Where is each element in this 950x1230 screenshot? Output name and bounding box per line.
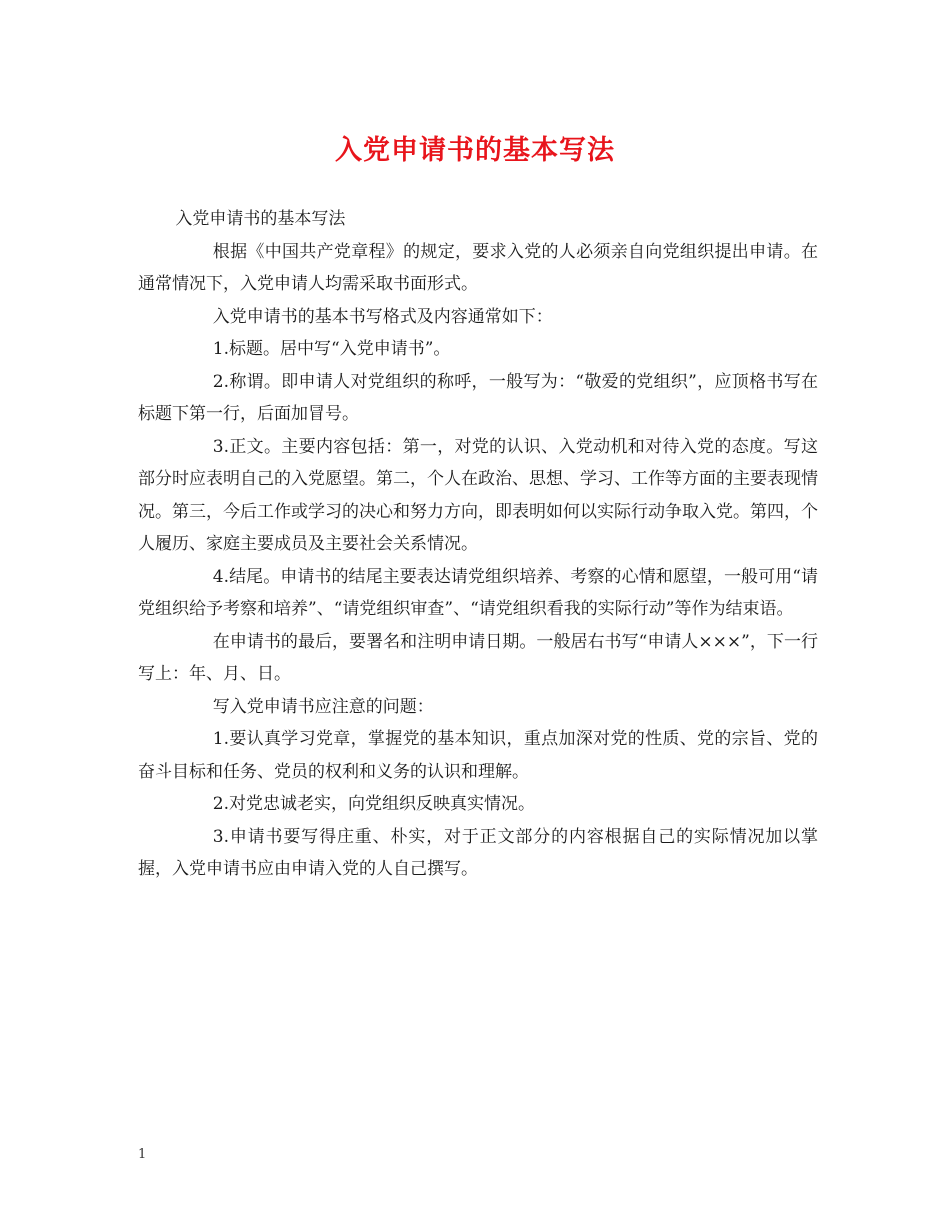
paragraph-10: 2.对党忠诚老实，向党组织反映真实情况。 bbox=[212, 794, 536, 814]
paragraph-7: 在申请书的最后，要署名和注明申请日期。一般居右书写“申请人×××”，下一行写上：年、月、日。 bbox=[138, 631, 818, 684]
paragraph-2: 入党申请书的基本书写格式及内容通常如下： bbox=[212, 306, 553, 327]
paragraph-11: 3.申请书要写得庄重、朴实，对于正文部分的内容根据自己的实际情况加以掌握，入党申请书应由申请入党的人自己撰写。 bbox=[138, 826, 818, 879]
paragraph-1: 根据《中国共产党章程》的规定，要求入党的人必须亲自向党组织提出申请。在通常情况下，入党申请人均需采取书面形式。 bbox=[138, 241, 818, 294]
paragraph-8: 写入党申请书应注意的问题： bbox=[212, 696, 434, 717]
page-number: 1 bbox=[138, 1147, 147, 1162]
paragraph-6: 4.结尾。申请书的结尾主要表达请党组织培养、考察的心情和愿望，一般可用“请党组织给予考察和培养”、“请党组织审查”、“请党组织看我的实际行动”等作为结束语。 bbox=[138, 566, 818, 619]
paragraph-4: 2.称谓。即申请人对党组织的称呼，一般写为：“敬爱的党组织”，应顶格书写在标题下第一行，后面加冒号。 bbox=[138, 371, 818, 424]
paragraph-3: 1.标题。居中写“入党申请书”。 bbox=[212, 339, 451, 359]
paragraph-subtitle: 入党申请书的基本写法 bbox=[175, 209, 346, 229]
paragraph-5: 3.正文。主要内容包括：第一，对党的认识、入党动机和对待入党的态度。写这部分时应表明自己的入党愿望。第二，个人在政治、思想、学习、工作等方面的主要表现情况。第三，今后工作或学习的决心和努力方向，即表明如何以实际行动争取入党。第四，个人履历、家庭主要成员及主要社会关系情况。 bbox=[138, 436, 818, 554]
document-title: 入党申请书的基本写法 bbox=[335, 135, 615, 166]
paragraph-9: 1.要认真学习党章，掌握党的基本知识，重点加深对党的性质、党的宗旨、党的奋斗目标和任务、党员的权利和义务的认识和理解。 bbox=[138, 729, 818, 782]
document-body bbox=[138, 203, 818, 886]
